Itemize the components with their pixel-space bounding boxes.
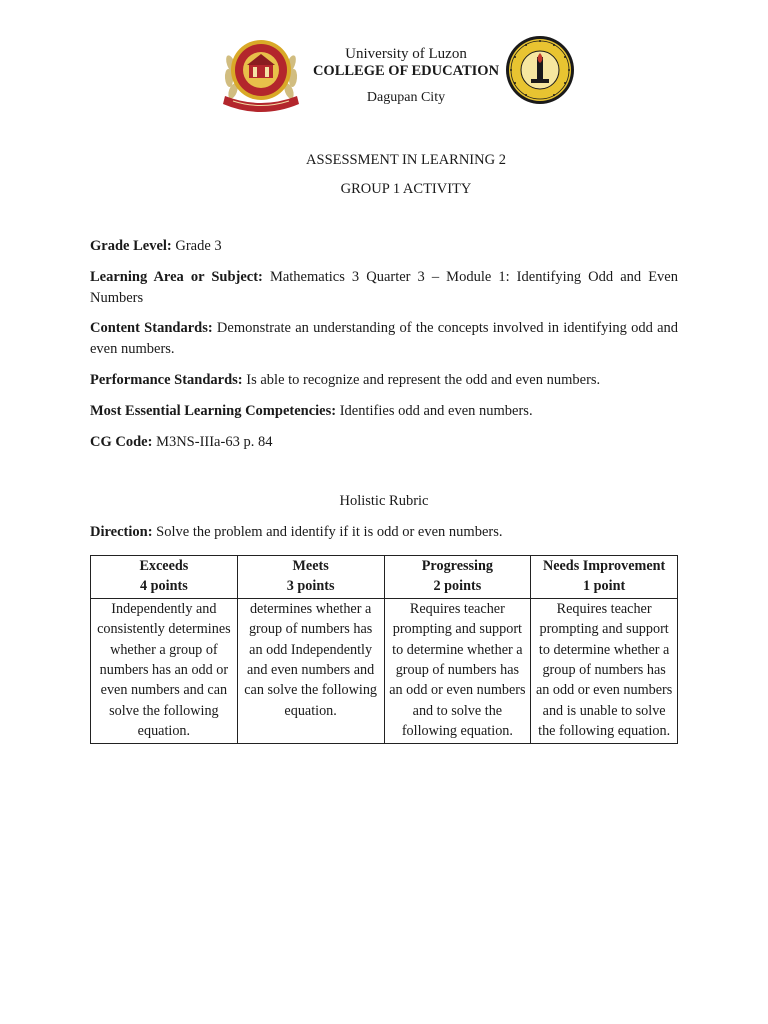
description-progressing: Requires teacher prompting and support to determine whether a group of numbers has an odd or even numbers and to solve the following equation.: [384, 598, 531, 743]
column-points: 1 point: [583, 578, 626, 595]
assessment-title: ASSESSMENT IN LEARNING 2: [306, 152, 506, 168]
letterhead: [0, 30, 768, 120]
field-value: Mathematics 3 Quarter 3 – Module 1: Identifying Odd and Even Numbers: [90, 269, 678, 306]
description-exceeds: Independently and consistently determines whether a group of numbers has an odd or even numbers and can solve the following equation.: [91, 598, 238, 743]
rubric-title: Holistic Rubric: [339, 493, 429, 509]
field-value: Identifies odd and even numbers.: [339, 403, 533, 419]
field-value: M3NS-IIIa-63 p. 84: [156, 434, 273, 450]
learning-area-field: [90, 267, 678, 308]
column-header-meets: [237, 556, 384, 599]
description-meets: determines whether a group of numbers has an odd Independently and even numbers and can solve the following equation.: [237, 598, 384, 743]
performance-standards-field: [90, 370, 678, 391]
field-label: Learning Area or Subject:: [90, 269, 263, 285]
description-needs-improvement: Requires teacher prompting and support to determine whether a group of numbers has an odd or even numbers and is unable to solve the following equation.: [531, 598, 678, 743]
column-name: Exceeds: [139, 558, 189, 574]
field-value: Grade 3: [175, 238, 222, 254]
field-value: Is able to recognize and represent the odd and even numbers.: [246, 372, 601, 388]
college-of-education-seal-icon: [505, 35, 575, 105]
content-standards-field: [90, 318, 678, 359]
direction-label: Direction:: [90, 524, 153, 540]
column-name: Meets: [292, 558, 329, 574]
table-header-row: [91, 556, 678, 599]
column-points: 3 points: [286, 578, 335, 595]
grade-level-field: [90, 236, 678, 257]
city-name: Dagupan City: [366, 90, 446, 105]
column-name: Progressing: [421, 558, 493, 574]
column-header-progressing: [384, 556, 531, 599]
university-name: University of Luzon: [345, 46, 467, 62]
column-points: 4 points: [140, 578, 188, 595]
college-name: COLLEGE OF EDUCATION: [312, 63, 500, 79]
field-label: CG Code:: [90, 434, 153, 450]
field-label: Performance Standards:: [90, 372, 243, 388]
competencies-field: [90, 401, 678, 422]
field-value: Demonstrate an understanding of the concepts involved in identifying odd and even numbers.: [90, 320, 679, 357]
table-row: [91, 598, 678, 743]
field-label: Grade Level:: [90, 238, 172, 254]
field-label: Content Standards:: [90, 320, 213, 336]
direction-text: Solve the problem and identify if it is odd or even numbers.: [156, 524, 503, 540]
column-name: Needs Improvement: [542, 558, 666, 574]
column-header-needs-improvement: [531, 556, 678, 599]
column-points: 2 points: [433, 578, 482, 595]
activity-title: GROUP 1 ACTIVITY: [340, 181, 472, 197]
field-label: Most Essential Learning Competencies:: [90, 403, 337, 419]
holistic-rubric-table: [90, 555, 678, 744]
direction-line: [90, 524, 678, 541]
column-header-exceeds: [91, 556, 238, 599]
cg-code-field: [90, 432, 678, 453]
